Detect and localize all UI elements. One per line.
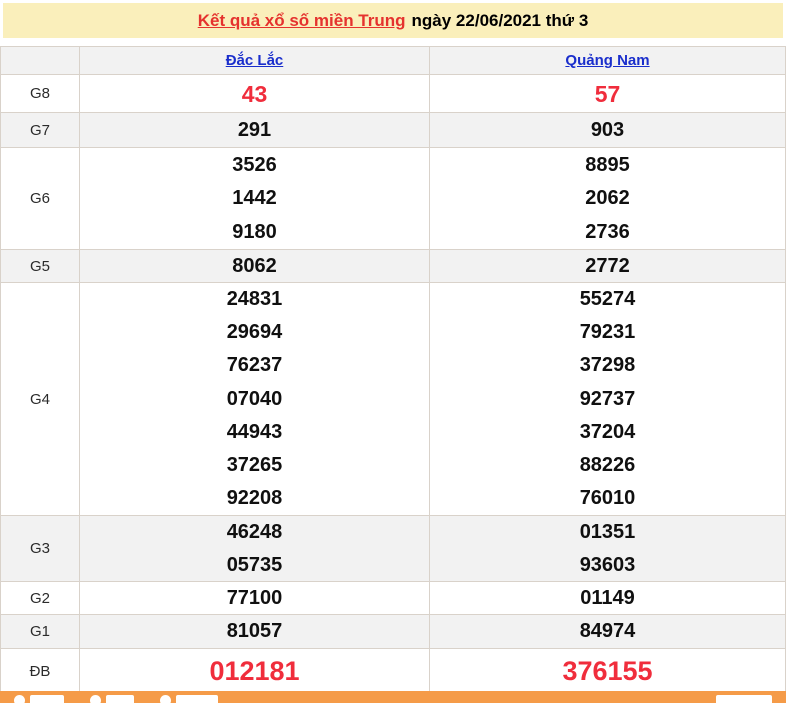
prize-number: 44943 xyxy=(226,420,283,443)
prize-number: 1442 xyxy=(232,187,277,209)
prize-label-G2: G2 xyxy=(1,582,80,614)
footer-item[interactable] xyxy=(90,695,134,703)
prize-number: 37265 xyxy=(226,453,283,476)
dac-lac-cell-G7 xyxy=(80,113,430,147)
table-header-row xyxy=(1,47,785,75)
prize-row-G4 xyxy=(1,283,785,516)
prize-number: 24831 xyxy=(226,288,283,311)
dac-lac-link[interactable]: Đắc Lắc xyxy=(225,52,284,69)
dac-lac-cell-G6 xyxy=(80,148,430,249)
prize-number: 8895 xyxy=(585,153,630,176)
footer-label-fragment xyxy=(30,695,64,703)
title-link[interactable]: Kết quả xổ số miền Trung xyxy=(197,10,406,30)
dac-lac-cell-G5 xyxy=(80,250,430,282)
title-bar xyxy=(3,3,783,38)
quang-nam-cell-G1 xyxy=(430,615,785,648)
footer-logo-fragment xyxy=(716,695,772,703)
quang-nam-cell-G6 xyxy=(430,148,785,249)
quang-nam-cell-G4 xyxy=(430,283,785,515)
footer-label-fragment xyxy=(176,695,218,703)
prize-number: 012181 xyxy=(209,655,300,686)
prize-number: 77100 xyxy=(226,587,283,609)
prize-label-G5: G5 xyxy=(1,250,80,282)
quang-nam-link[interactable]: Quảng Nam xyxy=(565,52,650,69)
title-date: ngày 22/06/2021 thứ 3 xyxy=(411,10,589,30)
prize-number: 79231 xyxy=(579,321,636,344)
dac-lac-cell-G1 xyxy=(80,615,430,648)
header-empty-cell xyxy=(1,47,80,74)
footer-item[interactable] xyxy=(160,695,218,703)
prize-label-G3: G3 xyxy=(1,516,80,581)
quang-nam-cell-G7 xyxy=(430,113,785,147)
prize-number: 84974 xyxy=(579,620,636,642)
quang-nam-cell-G2 xyxy=(430,582,785,614)
prize-row-G6 xyxy=(1,148,785,250)
prize-number: 43 xyxy=(241,80,268,107)
prize-number: 37298 xyxy=(579,354,636,377)
prize-number: 92737 xyxy=(579,387,636,410)
dac-lac-cell-G4 xyxy=(80,283,430,515)
prize-label-G7: G7 xyxy=(1,113,80,147)
circle-icon xyxy=(160,695,171,703)
prize-number: 2772 xyxy=(585,255,630,277)
prize-number: 29694 xyxy=(226,321,283,344)
footer-logo xyxy=(716,695,772,703)
prize-number: 55274 xyxy=(579,288,636,311)
prize-number: 93603 xyxy=(579,554,636,576)
prize-number: 37204 xyxy=(579,420,636,443)
prize-number: 2062 xyxy=(585,187,630,209)
prize-row-G5 xyxy=(1,250,785,283)
header-cell-quang-nam xyxy=(430,47,785,74)
dac-lac-cell-DB xyxy=(80,649,430,693)
prize-label-G6: G6 xyxy=(1,148,80,249)
prize-number: 903 xyxy=(590,118,625,141)
circle-icon xyxy=(14,695,25,703)
footer-nav xyxy=(14,695,218,703)
prize-row-G2 xyxy=(1,582,785,615)
prize-number: 57 xyxy=(594,80,621,107)
quang-nam-cell-G3 xyxy=(430,516,785,581)
dac-lac-cell-G2 xyxy=(80,582,430,614)
prize-row-DB xyxy=(1,649,785,694)
prize-row-G3 xyxy=(1,516,785,582)
prize-number: 8062 xyxy=(232,255,277,277)
prize-number: 76237 xyxy=(226,354,283,377)
dac-lac-cell-G3 xyxy=(80,516,430,581)
prize-number: 76010 xyxy=(579,486,636,509)
prize-number: 9180 xyxy=(232,220,277,243)
header-cell-dac-lac xyxy=(80,47,430,74)
prize-number: 3526 xyxy=(232,153,277,176)
quang-nam-cell-DB xyxy=(430,649,785,693)
results-rows xyxy=(1,75,785,694)
prize-number: 376155 xyxy=(562,655,653,686)
quang-nam-cell-G5 xyxy=(430,250,785,282)
footer-item[interactable] xyxy=(14,695,64,703)
prize-row-G8 xyxy=(1,75,785,113)
prize-number: 291 xyxy=(237,118,272,141)
prize-label-G1: G1 xyxy=(1,615,80,648)
prize-number: 07040 xyxy=(226,387,283,410)
prize-row-G1 xyxy=(1,615,785,649)
prize-number: 81057 xyxy=(226,620,283,642)
prize-label-G4: G4 xyxy=(1,283,80,515)
prize-number: 2736 xyxy=(585,220,630,243)
prize-number: 05735 xyxy=(226,554,283,576)
prize-label-G8: G8 xyxy=(1,75,80,112)
circle-icon xyxy=(90,695,101,703)
quang-nam-cell-G8 xyxy=(430,75,785,112)
results-table xyxy=(0,46,786,694)
footer-label-fragment xyxy=(106,695,134,703)
footer-logo-item[interactable] xyxy=(716,695,772,703)
dac-lac-cell-G8 xyxy=(80,75,430,112)
prize-number: 01351 xyxy=(579,521,636,543)
prize-row-G7 xyxy=(1,113,785,148)
prize-number: 88226 xyxy=(579,453,636,476)
footer-bar xyxy=(0,691,786,703)
prize-number: 46248 xyxy=(226,521,283,543)
prize-label-DB: ĐB xyxy=(1,649,80,693)
prize-number: 01149 xyxy=(580,587,635,609)
prize-number: 92208 xyxy=(226,486,283,509)
